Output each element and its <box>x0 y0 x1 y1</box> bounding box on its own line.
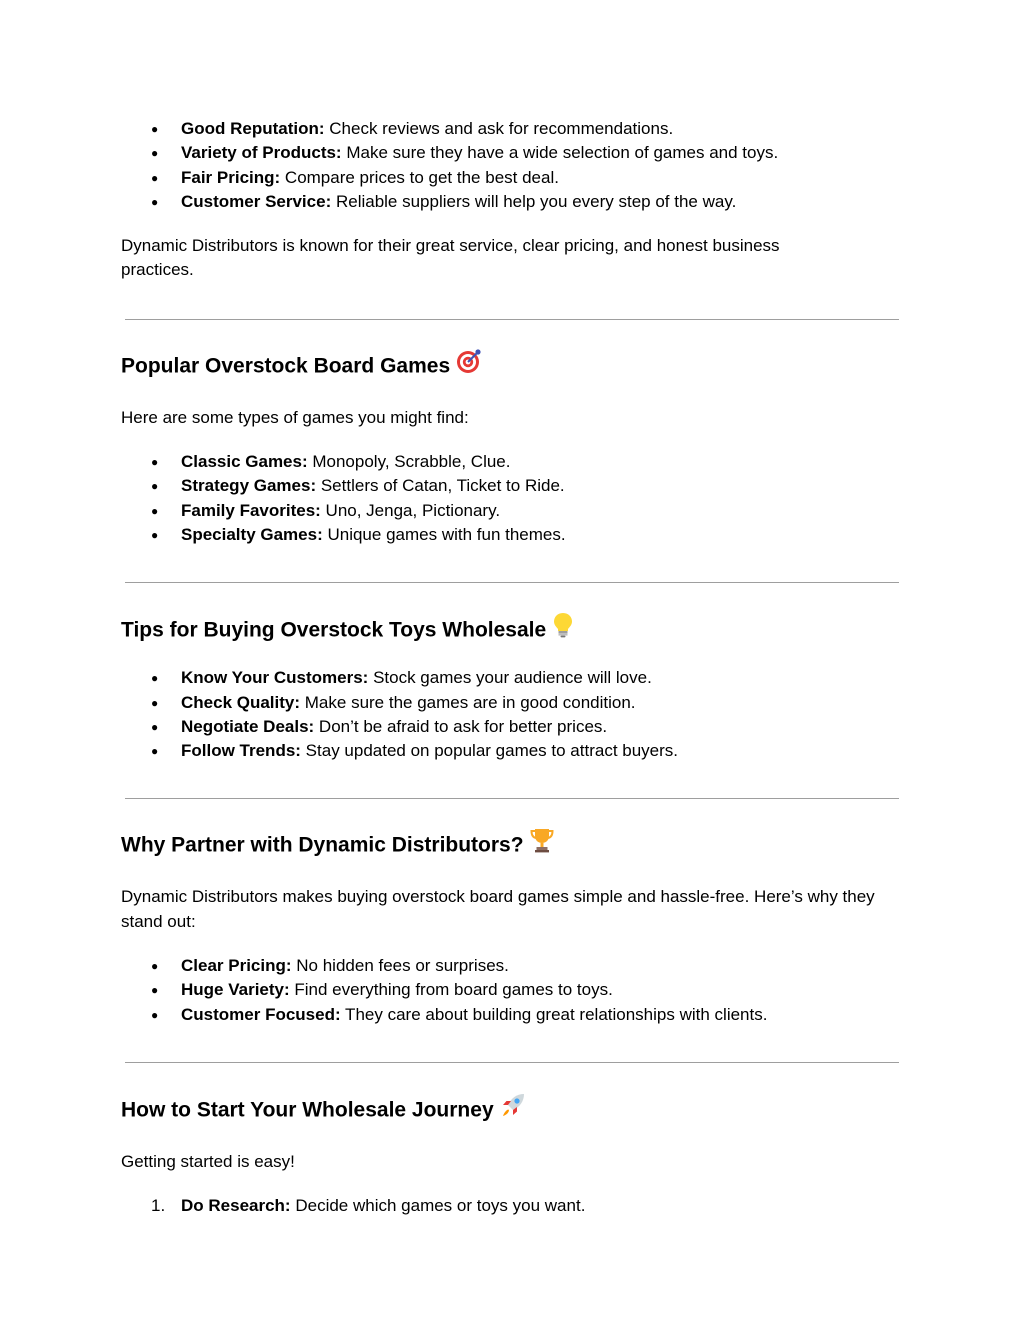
list-item-text: Monopoly, Scrabble, Clue. <box>307 452 511 472</box>
rocket-icon <box>500 1092 526 1126</box>
list-item-term: Follow Trends: <box>181 741 301 761</box>
bullet-icon: ● <box>151 122 159 136</box>
list-item <box>121 190 899 214</box>
list-item-text: Make sure they have a wide selection of games and toys. <box>341 143 779 163</box>
bullet-icon: ● <box>151 983 159 998</box>
target-icon <box>456 348 482 382</box>
list-item <box>121 450 899 474</box>
intro-paragraph: Dynamic Distributors is known for their great service, clear pricing, and honest business practices. <box>121 236 780 280</box>
list-item <box>121 666 899 690</box>
list-item-text: Uno, Jenga, Pictionary. <box>320 500 501 520</box>
section-paragraph-why: Dynamic Distributors makes buying overstock board games simple and hassle-free. Here’s why they stand out: <box>121 887 875 931</box>
list-item-term: Strategy Games: <box>181 476 317 496</box>
list-item <box>121 117 899 141</box>
list-item <box>121 523 899 547</box>
list-item-term: Family Favorites: <box>181 500 321 520</box>
list-item-text: Make sure the games are in good condition. <box>300 692 636 712</box>
list-item-term: Do Research: <box>181 1196 291 1216</box>
list-item <box>121 715 899 739</box>
section-paragraph-start: Getting started is easy! <box>121 1151 295 1171</box>
list-item-text: Don’t be afraid to ask for better prices. <box>314 716 608 736</box>
list-item-text: Find everything from board games to toys. <box>289 980 613 1000</box>
list-item-text: Reliable suppliers will help you every step of the way. <box>331 191 737 211</box>
list-item-term: Know Your Customers: <box>181 668 369 688</box>
step-number: 1. <box>151 1196 166 1216</box>
list-item <box>121 691 899 715</box>
list-item <box>121 141 899 165</box>
bullet-icon: ● <box>151 695 159 710</box>
section-divider <box>125 798 899 799</box>
list-item <box>121 1194 899 1218</box>
list-item-text: Unique games with fun themes. <box>322 524 566 544</box>
list-item <box>121 739 899 763</box>
list-item-term: Classic Games: <box>181 452 308 472</box>
bullet-icon: ● <box>151 146 159 161</box>
bullet-icon: ● <box>151 170 159 185</box>
section-divider <box>125 582 899 583</box>
list-item-term: Good Reputation: <box>181 119 325 138</box>
section-heading-why <box>121 829 899 863</box>
list-item-text: Stock games your audience will love. <box>368 668 652 688</box>
section-heading-tips <box>121 614 899 648</box>
section-heading-popular <box>121 350 899 384</box>
trophy-icon <box>530 827 554 861</box>
buying-tips-list <box>121 666 899 763</box>
section-paragraph-popular: Here are some types of games you might find: <box>121 407 469 427</box>
list-item-term: Customer Focused: <box>181 1004 341 1024</box>
heading-text: Popular Overstock Board Games <box>121 354 451 378</box>
getting-started-steps <box>121 1194 899 1218</box>
list-item-term: Customer Service: <box>181 191 332 211</box>
bullet-icon: ● <box>151 959 159 974</box>
list-item-text: Check reviews and ask for recommendations. <box>324 119 674 138</box>
list-item-text: They care about building great relationships with clients. <box>340 1004 768 1024</box>
list-item-text: Decide which games or toys you want. <box>290 1196 586 1216</box>
section-divider <box>125 319 899 320</box>
list-item-term: Fair Pricing: <box>181 167 281 187</box>
list-item-term: Specialty Games: <box>181 524 323 544</box>
list-item <box>121 954 899 978</box>
list-item-text: Settlers of Catan, Ticket to Ride. <box>316 476 565 496</box>
bullet-icon: ● <box>151 527 159 542</box>
list-item-text: Compare prices to get the best deal. <box>280 167 559 187</box>
bullet-icon: ● <box>151 503 159 518</box>
heading-text: How to Start Your Wholesale Journey <box>121 1098 494 1122</box>
list-item <box>121 978 899 1002</box>
supplier-qualities-list <box>121 117 899 214</box>
lightbulb-icon <box>552 612 574 646</box>
bullet-icon: ● <box>151 671 159 686</box>
section-divider <box>125 1062 899 1063</box>
document-content <box>121 117 899 1219</box>
heading-text: Why Partner with Dynamic Distributors? <box>121 834 524 857</box>
list-item <box>121 474 899 498</box>
list-item-term: Negotiate Deals: <box>181 716 315 736</box>
list-item <box>121 1003 899 1027</box>
heading-text: Tips for Buying Overstock Toys Wholesale <box>121 618 547 642</box>
partner-benefits-list <box>121 954 899 1027</box>
list-item-term: Huge Variety: <box>181 980 290 1000</box>
list-item-term: Clear Pricing: <box>181 956 292 976</box>
popular-games-list <box>121 450 899 547</box>
list-item-text: No hidden fees or surprises. <box>291 956 509 976</box>
bullet-icon: ● <box>151 479 159 494</box>
bullet-icon: ● <box>151 744 159 759</box>
bullet-icon: ● <box>151 455 159 470</box>
list-item-term: Variety of Products: <box>181 143 342 163</box>
list-item <box>121 166 899 190</box>
list-item <box>121 499 899 523</box>
bullet-icon: ● <box>151 1007 159 1022</box>
bullet-icon: ● <box>151 719 159 734</box>
bullet-icon: ● <box>151 194 159 209</box>
list-item-text: Stay updated on popular games to attract buyers. <box>300 741 679 761</box>
list-item-term: Check Quality: <box>181 692 301 712</box>
section-heading-start <box>121 1094 899 1128</box>
